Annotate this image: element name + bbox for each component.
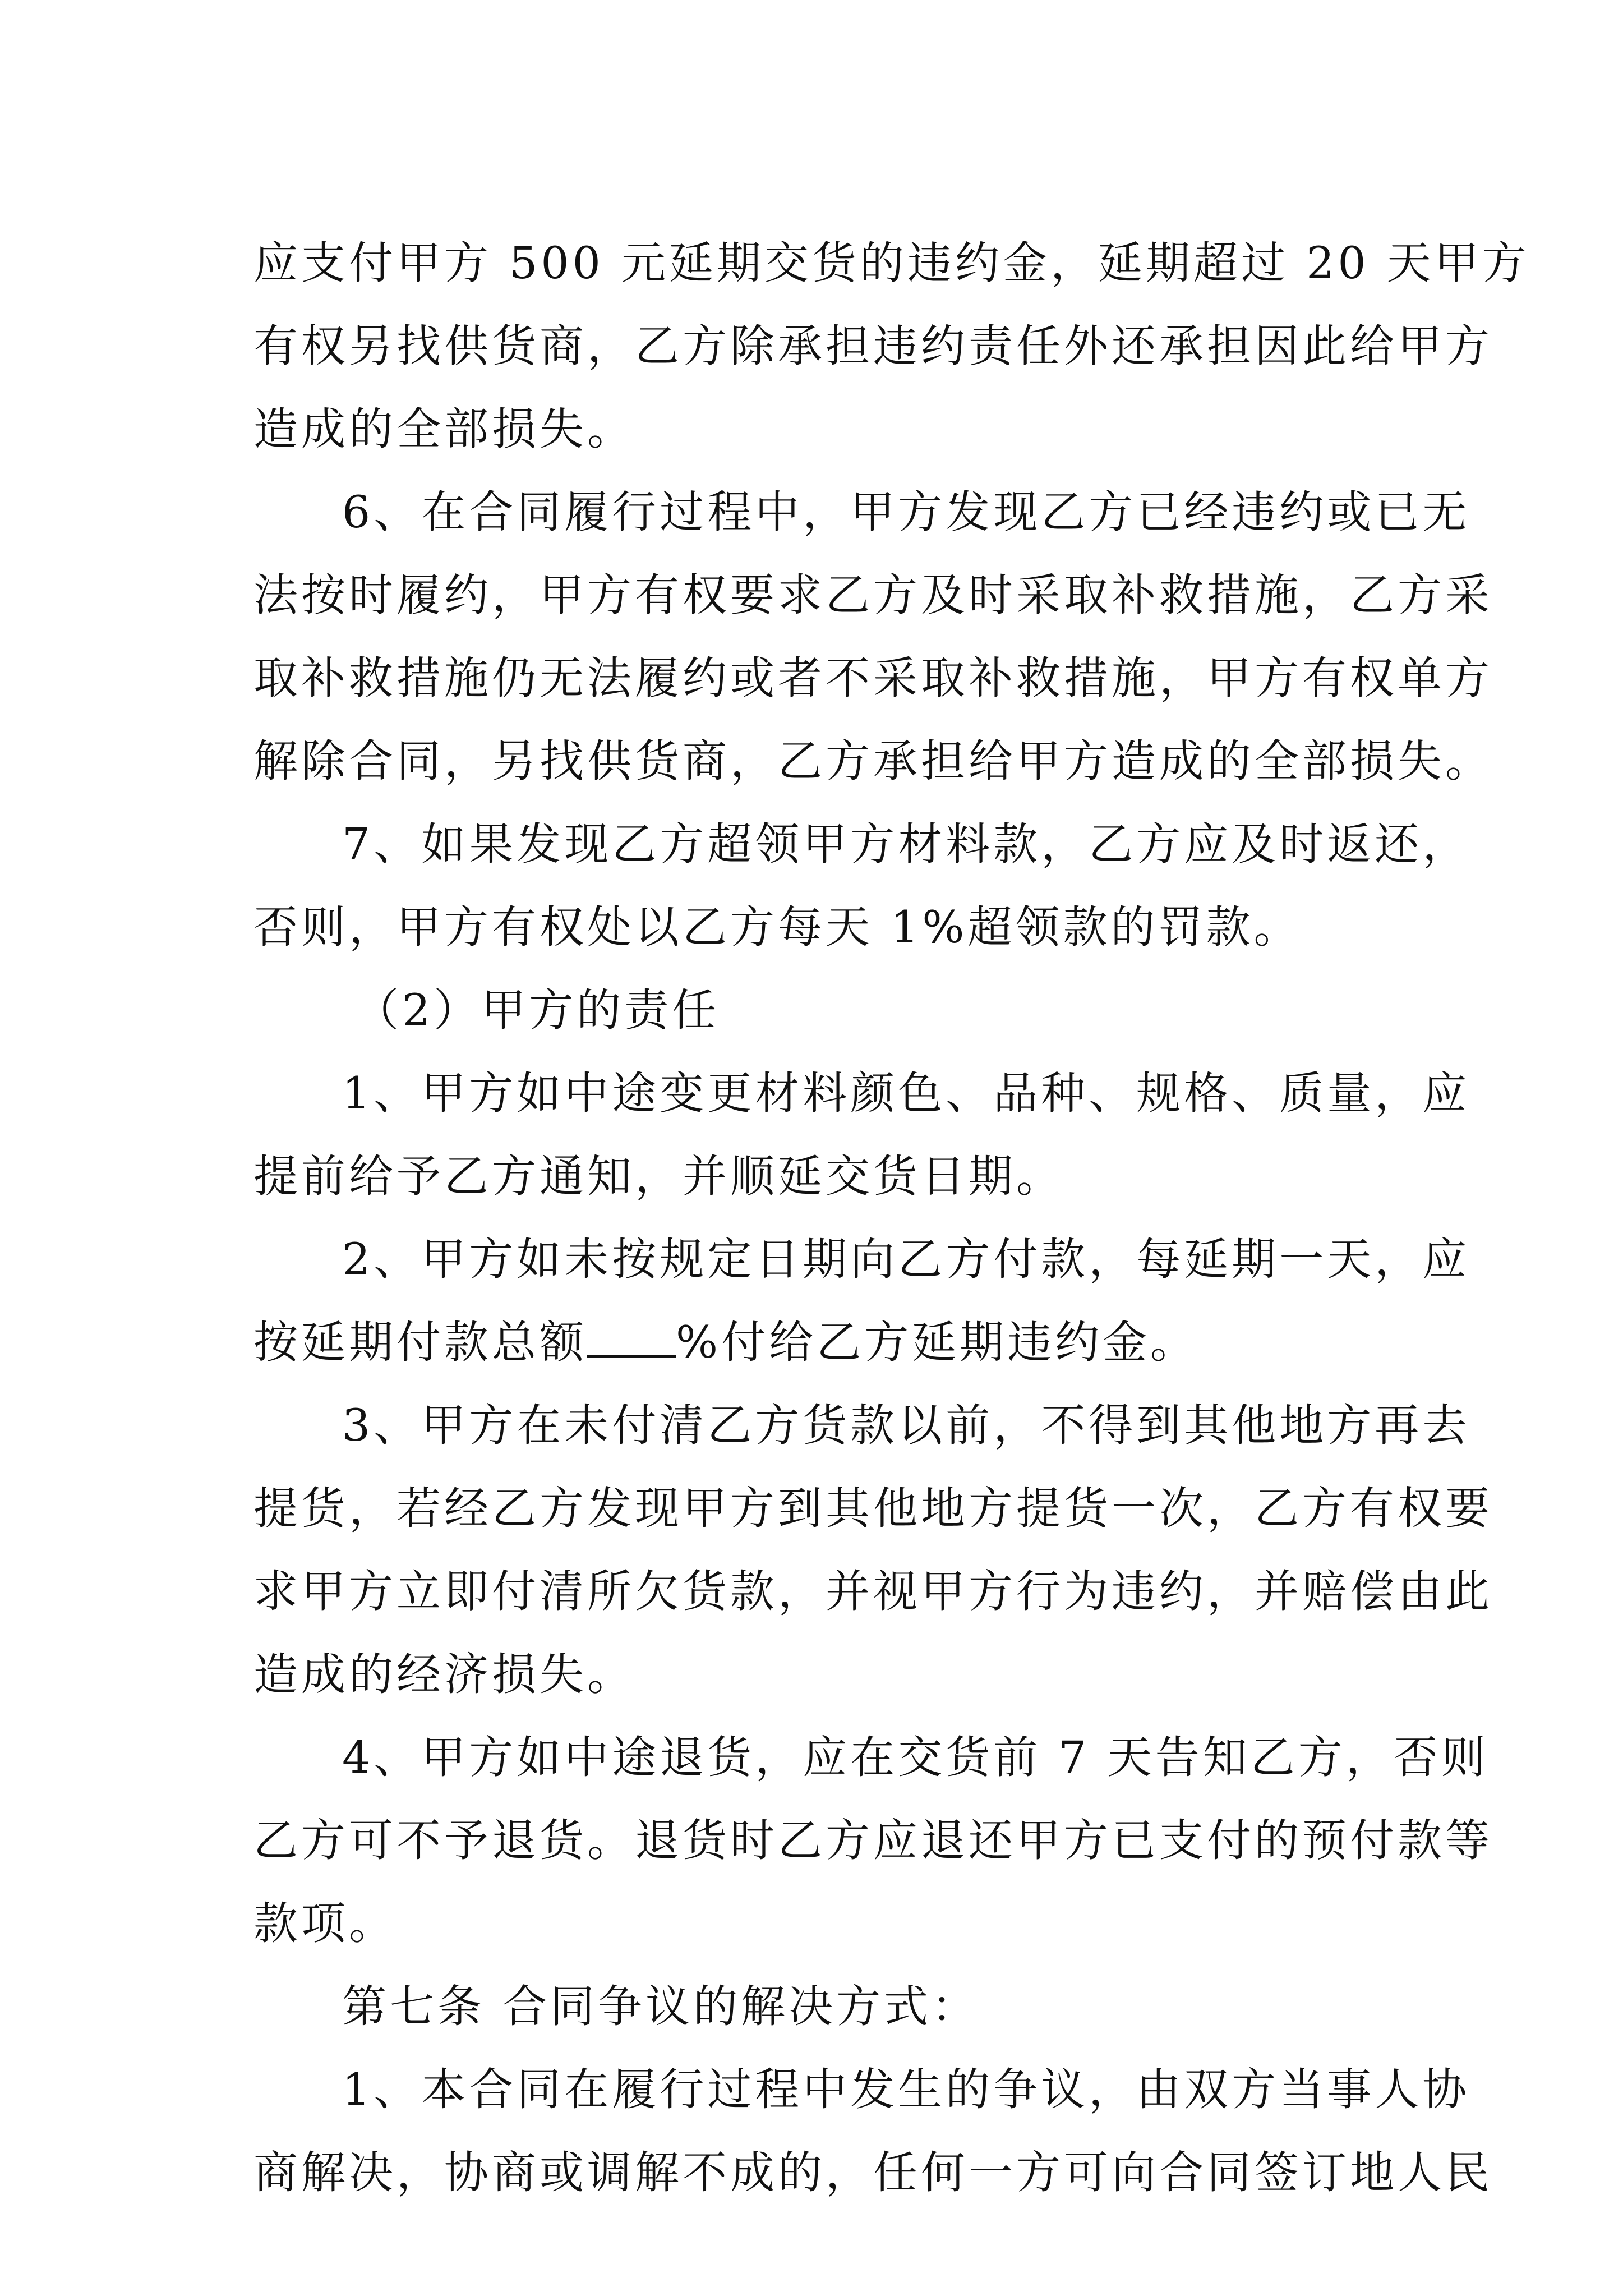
- clause-2-line: 2、甲方如未按规定日期向乙方付款，每延期一天，应: [342, 1234, 1470, 1285]
- clause-7-line: 7、如果发现乙方超领甲方材料款，乙方应及时返还，: [342, 818, 1470, 870]
- text-fragment: 按延期付款总额: [253, 1317, 587, 1368]
- text-line: 取补救措施仍无法履约或者不采取补救措施，甲方有权单方: [253, 652, 1493, 704]
- section-heading-party-a: （2）甲方的责任: [354, 984, 720, 1036]
- text-line: 解除合同，另找供货商，乙方承担给甲方造成的全部损失。: [253, 735, 1493, 787]
- document-body: [253, 222, 1530, 2214]
- fill-in-blank: [587, 1320, 676, 1358]
- text-line: 提前给予乙方通知，并顺延交货日期。: [253, 1151, 1064, 1202]
- text-line: 求甲方立即付清所欠货款，并视甲方行为违约，并赔偿由此: [253, 1566, 1493, 1617]
- text-line: 提货，若经乙方发现甲方到其他地方提货一次，乙方有权要: [253, 1483, 1493, 1534]
- text-line: 商解决，协商或调解不成的，任何一方可向合同签订地人民: [253, 2147, 1493, 2198]
- text-line: 法按时履约，甲方有权要求乙方及时采取补救措施，乙方采: [253, 569, 1493, 621]
- clause-1-line: 1、本合同在履行过程中发生的争议，由双方当事人协: [342, 2064, 1470, 2115]
- text-line: 造成的全部损失。: [253, 403, 635, 455]
- text-line: 有权另找供货商，乙方除承担违约责任外还承担因此给甲方: [253, 320, 1493, 372]
- clause-4-line: 4、甲方如中途退货，应在交货前 7 天告知乙方，否则: [342, 1732, 1489, 1783]
- text-line: 应支付甲方 500 元延期交货的违约金，延期超过 20 天甲方: [253, 237, 1530, 289]
- clause-1-line: 1、甲方如中途变更材料颜色、品种、规格、质量，应: [342, 1068, 1470, 1119]
- text-line-with-blank: [253, 1301, 1375, 1384]
- clause-3-line: 3、甲方在未付清乙方货款以前，不得到其他地方再去: [342, 1400, 1470, 1451]
- clause-6-line: 6、在合同履行过程中，甲方发现乙方已经违约或已无: [342, 486, 1470, 538]
- text-line: 否则，甲方有权处以乙方每天 1%超领款的罚款。: [253, 901, 1302, 953]
- article-7-heading: 第七条 合同争议的解决方式：: [342, 1981, 980, 2032]
- text-line: 款项。: [253, 1898, 396, 1949]
- text-line: 造成的经济损失。: [253, 1649, 635, 1700]
- text-fragment: %付给乙方延期违约金。: [676, 1317, 1198, 1368]
- text-line: 乙方可不予退货。退货时乙方应退还甲方已支付的预付款等: [253, 1815, 1493, 1866]
